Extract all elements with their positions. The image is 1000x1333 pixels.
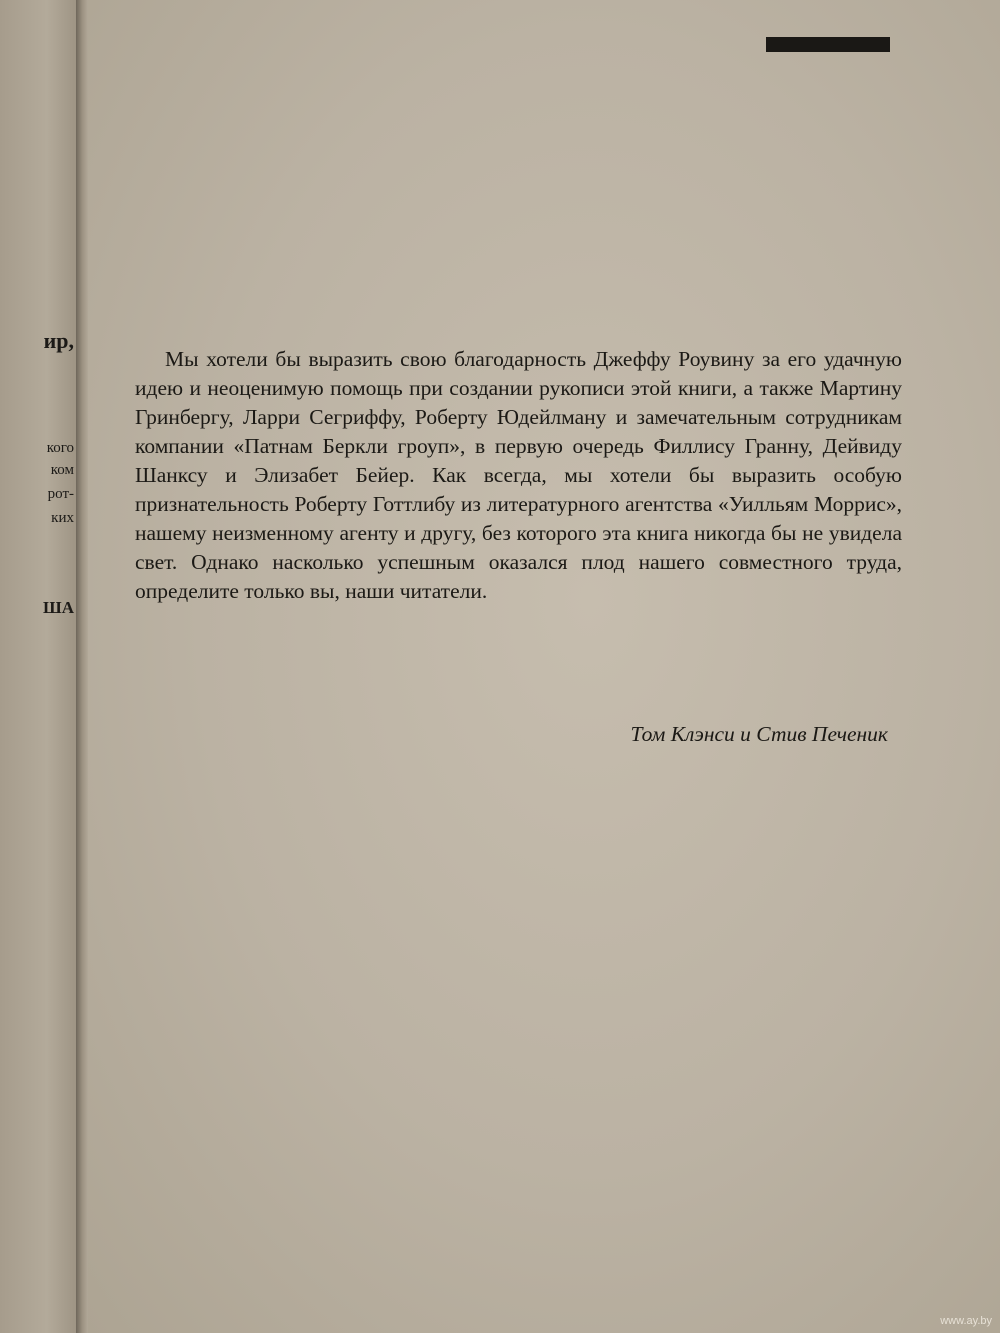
- right-page: [88, 0, 1000, 1333]
- left-fragment-2: кого: [46, 440, 74, 456]
- left-fragment-1: ир,: [43, 328, 74, 353]
- left-fragment-4: рот-: [47, 486, 74, 502]
- site-watermark: www.ay.by: [940, 1315, 992, 1327]
- acknowledgement-block: [135, 345, 902, 606]
- acknowledgement-paragraph: Мы хотели бы выразить свою благодарность Джеффу Роувину за его удачную идею и неоценимую помощь при создании рукописи этой книги, а также Мартину Гринбергу, Ларри Сегриффу, Роберту Юдейлману и замечательным сотрудникам компании «Патнам Беркли гроуп», в первую очередь Филлису Гранну, Дейвиду Шанксу и Элизабет Бейер. Как всегда, мы хотели бы выразить особую признательность Роберту Готтлибу из литературного агентства «Уилльям Моррис», нашему неизменному агенту и другу, без которого эта книга никогда бы не увидела свет. Однако насколько успешным оказался плод нашего совместного труда, определите только вы, наши читатели.: [135, 347, 902, 603]
- left-fragment-6: ША: [43, 598, 74, 617]
- left-page-edge: [0, 0, 78, 1333]
- authors-signature: Том Клэнси и Стив Печеник: [630, 722, 888, 746]
- left-fragment-5: ких: [51, 510, 74, 526]
- left-fragment-3: ком: [50, 462, 74, 478]
- running-header-bar: [766, 37, 890, 52]
